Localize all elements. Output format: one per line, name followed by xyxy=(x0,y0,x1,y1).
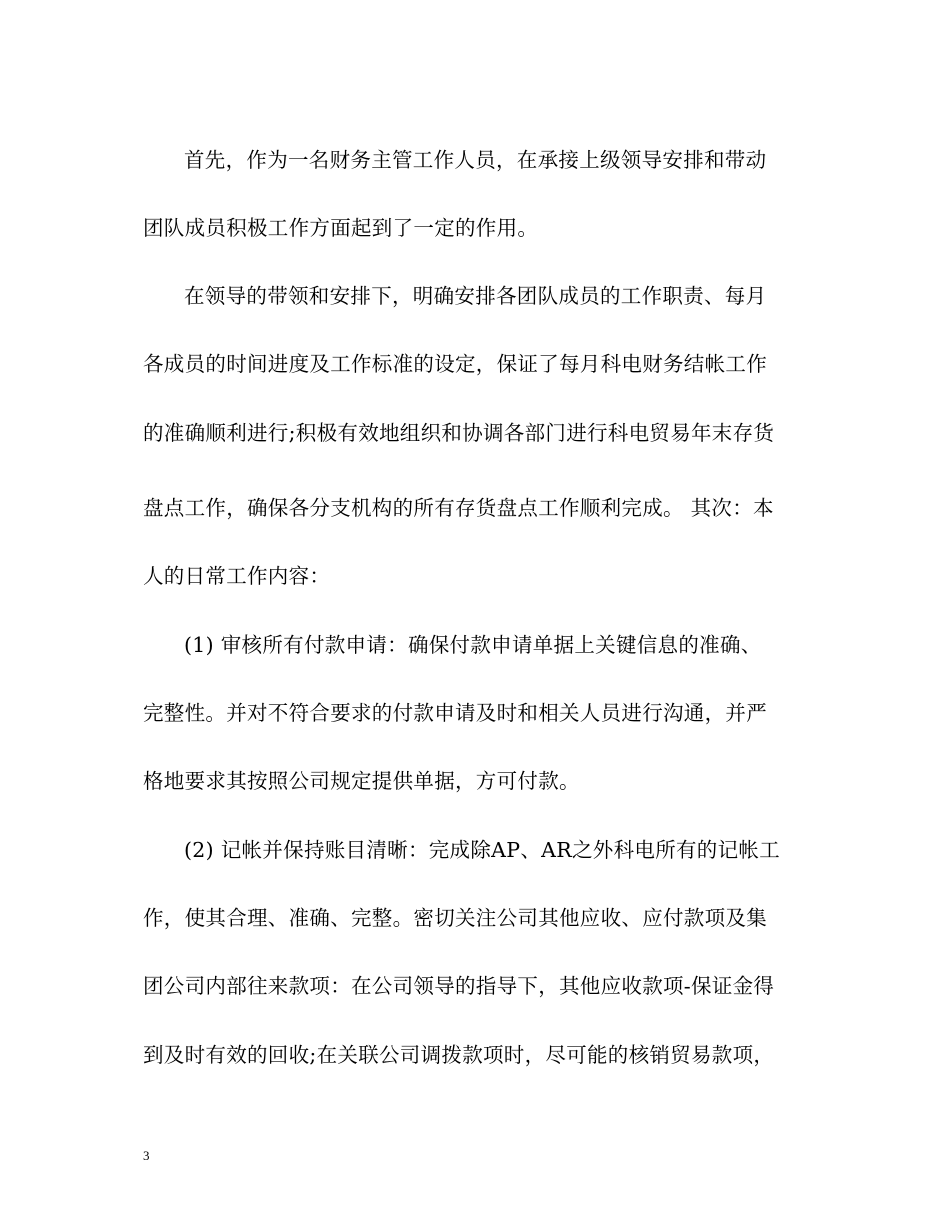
paragraph-line: (1) 审核所有付款申请：确保付款申请单据上关键信息的准确、 xyxy=(184,633,762,657)
paragraph-line: 完整性。并对不符合要求的付款申请及时和相关人员进行沟通，并严 xyxy=(143,701,767,725)
paragraph-line: 首先，作为一名财务主管工作人员，在承接上级领导安排和带动 xyxy=(184,148,767,172)
paragraph-line: 在领导的带领和安排下，明确安排各团队成员的工作职责、每月 xyxy=(184,284,767,308)
paragraph-line: 格地要求其按照公司规定提供单据，方可付款。 xyxy=(143,769,580,793)
paragraph-line: 盘点工作，确保各分支机构的所有存货盘点工作顺利完成。 其次：本 xyxy=(143,496,774,520)
paragraph-line: 作，使其合理、准确、完整。密切关注公司其他应收、应付款项及集 xyxy=(143,906,767,930)
paragraph-line: 团公司内部往来款项：在公司领导的指导下，其他应收款项-保证金得 xyxy=(143,974,775,998)
paragraph-line: 人的日常工作内容： xyxy=(143,564,331,588)
paragraph-line: 到及时有效的回收;在关联公司调拨款项时，尽可能的核销贸易款项， xyxy=(143,1043,775,1067)
paragraph-line: 团队成员积极工作方面起到了一定的作用。 xyxy=(143,216,539,240)
page-number: 3 xyxy=(143,1148,150,1163)
paragraph-line: 各成员的时间进度及工作标准的设定，保证了每月科电财务结帐工作 xyxy=(143,352,767,376)
paragraph-line: (2) 记帐并保持账目清晰：完成除AP、AR之外科电所有的记帐工 xyxy=(184,838,780,862)
paragraph-line: 的准确顺利进行;积极有效地组织和协调各部门进行科电贸易年末存货 xyxy=(143,421,775,445)
